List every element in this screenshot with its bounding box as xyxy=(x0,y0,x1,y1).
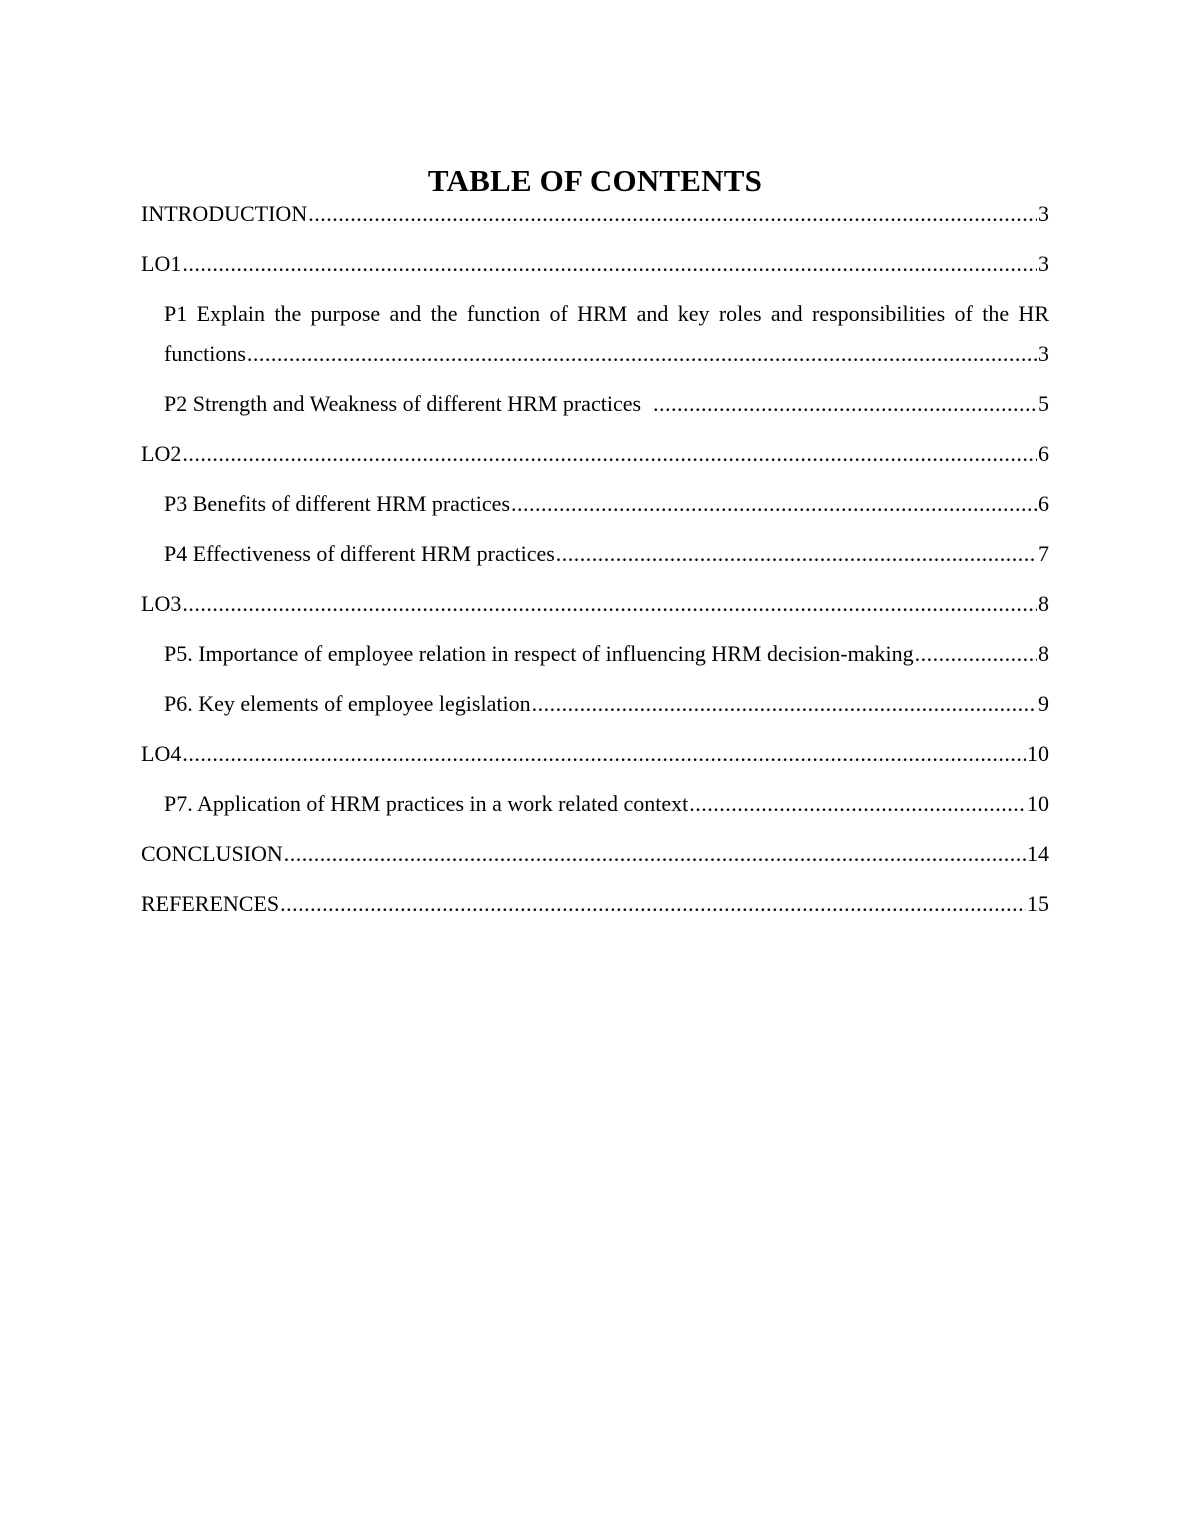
dot-leader xyxy=(532,688,1037,720)
toc-entry-label: LO4 xyxy=(141,741,182,766)
dot-leader xyxy=(182,438,1037,470)
toc-entry-page-number: 8 xyxy=(1038,641,1049,666)
toc-entry-page-number: 5 xyxy=(1038,391,1049,416)
dot-leader xyxy=(182,248,1037,280)
toc-entry-p6[interactable] xyxy=(141,688,1049,738)
toc-entry-p2[interactable] xyxy=(141,388,1049,438)
dot-leader xyxy=(247,338,1037,370)
dot-leader xyxy=(556,538,1037,570)
toc-entry-page-number: 14 xyxy=(1027,841,1049,866)
toc-entry-page-number: 6 xyxy=(1038,491,1049,516)
toc-entry-label: LO2 xyxy=(141,441,182,466)
toc-entry-label: P6. Key elements of employee legislation xyxy=(164,691,531,716)
toc-entry-page-number: 9 xyxy=(1038,691,1049,716)
toc-entry-lo1[interactable] xyxy=(141,248,1049,298)
toc-entry-label: P7. Application of HRM practices in a work related context xyxy=(164,791,689,816)
dot-leader xyxy=(182,738,1026,770)
toc-entry-page-number: 10 xyxy=(1027,791,1049,816)
toc-entry-page-number: 3 xyxy=(1038,201,1049,226)
dot-leader xyxy=(308,198,1037,230)
toc-entry-p5[interactable] xyxy=(141,638,1049,688)
toc-entry-p1[interactable] xyxy=(141,298,1049,388)
toc-entry-page-number: 7 xyxy=(1038,541,1049,566)
toc-entry-label: P3 Benefits of different HRM practices xyxy=(164,491,511,516)
toc-entry-introduction[interactable] xyxy=(141,198,1049,248)
toc-entry-label: REFERENCES xyxy=(141,891,280,916)
toc-entry-lo4[interactable] xyxy=(141,738,1049,788)
toc-entry-label: P4 Effectiveness of different HRM practices xyxy=(164,541,555,566)
toc-entry-page-number: 3 xyxy=(1038,251,1049,276)
toc-entry-page-number: 8 xyxy=(1038,591,1049,616)
toc-entry-lo2[interactable] xyxy=(141,438,1049,488)
toc-entry-label: P2 Strength and Weakness of different HRM practices xyxy=(164,391,653,416)
dot-leader xyxy=(182,588,1037,620)
dot-leader xyxy=(915,638,1037,670)
toc-entry-p3[interactable] xyxy=(141,488,1049,538)
table-of-contents xyxy=(141,198,1049,938)
dot-leader xyxy=(689,788,1026,820)
toc-entry-label: LO3 xyxy=(141,591,182,616)
toc-entry-page-number: 3 xyxy=(1038,341,1049,366)
toc-entry-conclusion[interactable] xyxy=(141,838,1049,888)
toc-entry-references[interactable] xyxy=(141,888,1049,938)
toc-entry-label: LO1 xyxy=(141,251,182,276)
toc-entry-label: P5. Importance of employee relation in respect of influencing HRM decision-making xyxy=(164,641,914,666)
toc-entry-label-line-1: P1 Explain the purpose and the function of HRM and key roles and responsibilities of the HR xyxy=(164,301,1049,326)
toc-entry-label: INTRODUCTION xyxy=(141,201,308,226)
toc-entry-lo3[interactable] xyxy=(141,588,1049,638)
dot-leader xyxy=(653,388,1037,420)
toc-entry-p4[interactable] xyxy=(141,538,1049,588)
toc-entry-line-2 xyxy=(164,338,1049,388)
dot-leader xyxy=(284,838,1026,870)
dot-leader xyxy=(280,888,1026,920)
toc-title: TABLE OF CONTENTS xyxy=(427,163,763,198)
toc-entry-label-line-2: functions xyxy=(164,341,246,366)
toc-entry-p7[interactable] xyxy=(141,788,1049,838)
toc-entry-page-number: 10 xyxy=(1027,741,1049,766)
toc-entry-page-number: 6 xyxy=(1038,441,1049,466)
toc-entry-label: CONCLUSION xyxy=(141,841,283,866)
dot-leader xyxy=(511,488,1037,520)
toc-entry-page-number: 15 xyxy=(1027,891,1049,916)
